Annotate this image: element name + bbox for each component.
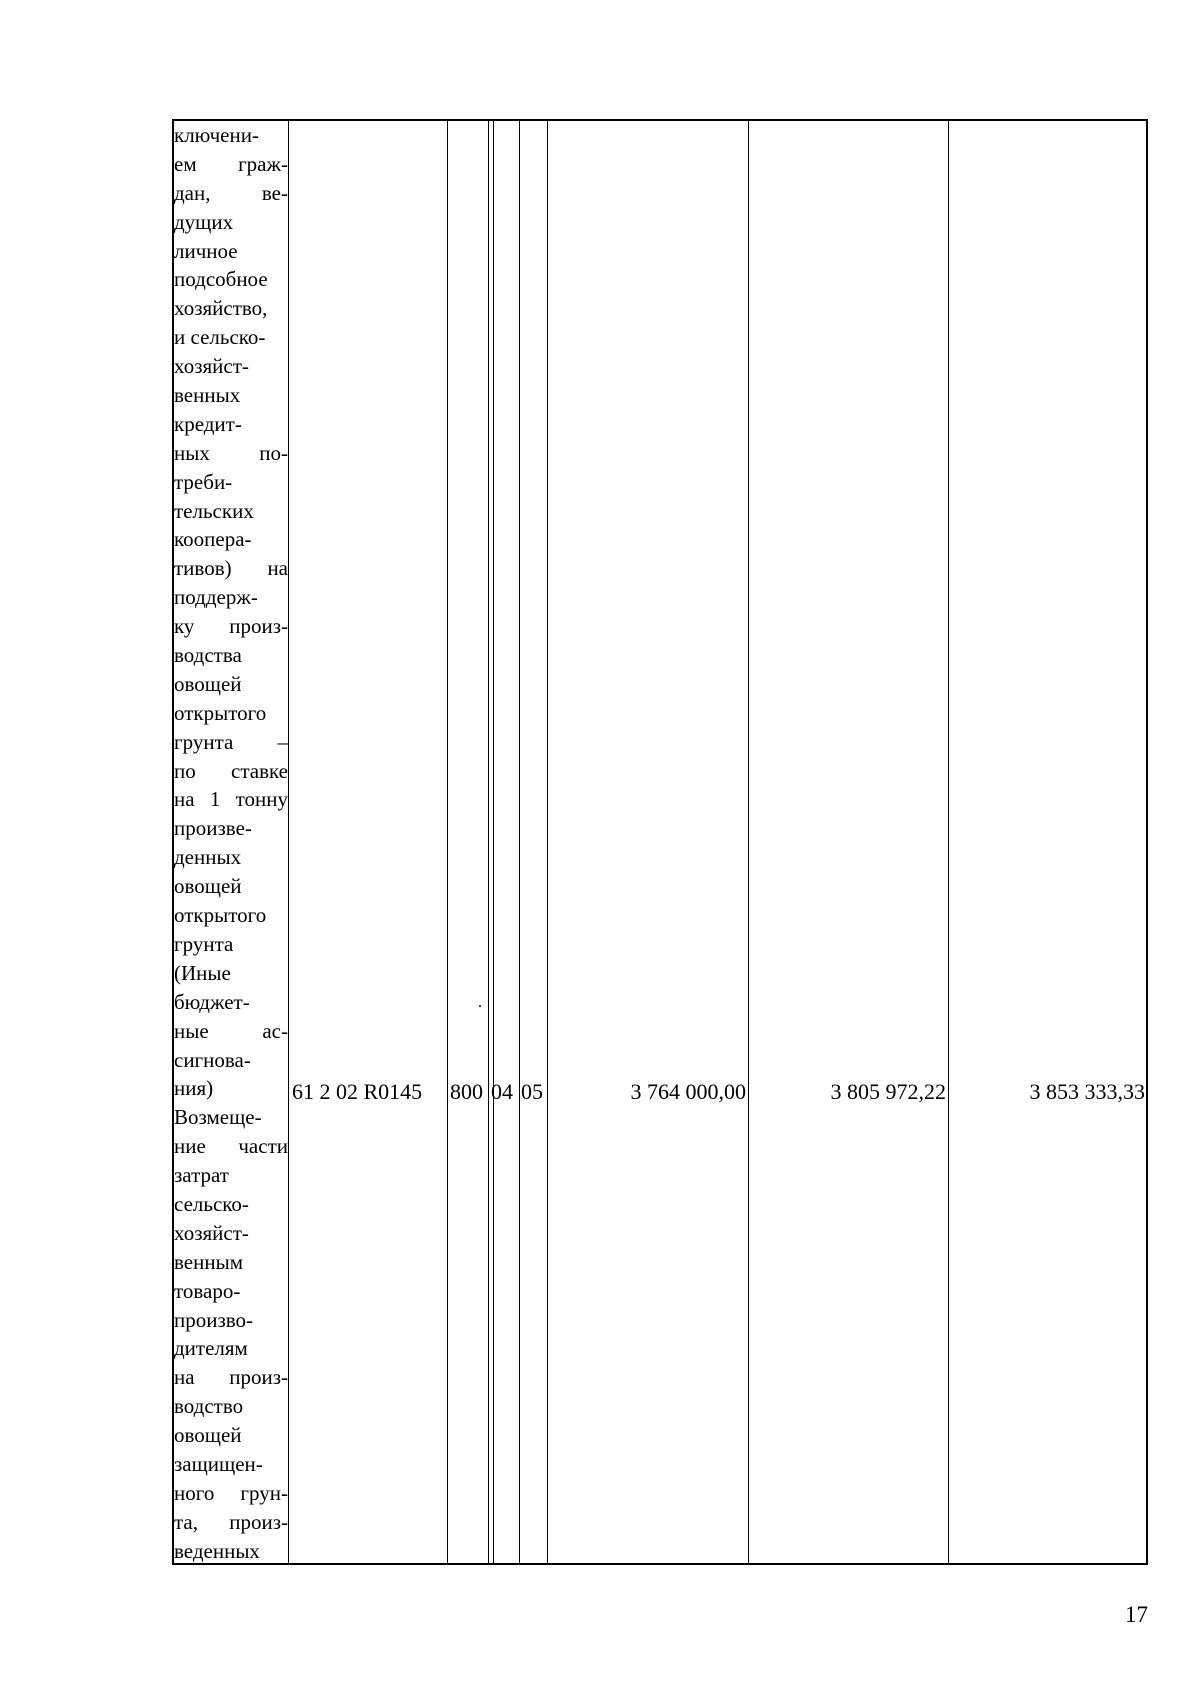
column-divider	[488, 121, 489, 1563]
budget-table	[172, 119, 1148, 1565]
description-line: ние части	[174, 1134, 288, 1159]
column-divider	[547, 121, 548, 1563]
subsection-cell: 05	[521, 1079, 543, 1104]
description-line: на 1 тонну	[174, 787, 288, 812]
description-line: овощей	[174, 671, 242, 696]
target-code-cell: 61 2 02 R0145	[292, 1079, 423, 1104]
description-line: и сельско-	[174, 325, 266, 350]
column-divider	[519, 121, 520, 1563]
description-line: ных по-	[174, 440, 288, 465]
description-line: ку произ-	[174, 614, 288, 639]
expense-type-cell: 800	[450, 1079, 483, 1104]
description-line: дан, ве-	[174, 180, 288, 205]
description-line: личное	[174, 238, 238, 263]
description-line: хозяйст-	[174, 1220, 249, 1245]
description-line: ного грун-	[174, 1480, 288, 1505]
description-line: открытого	[174, 903, 267, 928]
description-line: ключени-	[174, 123, 259, 147]
description-line: поддерж-	[174, 585, 258, 610]
column-divider	[948, 121, 949, 1563]
description-line: грунта	[174, 931, 234, 956]
description-line: ем граж-	[174, 151, 288, 176]
description-line: тельских	[174, 498, 254, 523]
column-divider	[493, 121, 494, 1563]
description-line: (Иные	[174, 960, 231, 985]
description-line: подсобное	[174, 267, 268, 292]
description-line: затрат	[174, 1163, 229, 1188]
expense-description	[174, 121, 288, 1566]
description-line: по ставке	[174, 758, 288, 783]
description-line: та, произ-	[174, 1509, 288, 1534]
description-line: защищен-	[174, 1451, 263, 1476]
description-line: венных	[174, 383, 241, 408]
section-cell: 04	[491, 1079, 513, 1104]
description-line: венным	[174, 1249, 243, 1274]
description-line: открытого	[174, 700, 267, 725]
amount-2-cell: 3 805 972,22	[830, 1079, 946, 1104]
column-divider	[748, 121, 749, 1563]
description-line: треби-	[174, 469, 233, 494]
description-line: товаро-	[174, 1278, 241, 1303]
description-line: дителям	[174, 1336, 248, 1361]
description-line: бюджет-	[174, 989, 250, 1014]
description-line: произво-	[174, 1307, 254, 1332]
description-line: Возмеще-	[174, 1105, 262, 1130]
scan-speck	[479, 1005, 481, 1007]
description-line: овощей	[174, 1423, 242, 1448]
description-line: денных	[174, 845, 242, 870]
description-line: ния)	[174, 1076, 214, 1101]
description-line: дущих	[174, 209, 234, 234]
description-line: хозяйство,	[174, 296, 268, 321]
column-divider	[288, 121, 289, 1563]
description-line: овощей	[174, 874, 242, 899]
description-line: на произ-	[174, 1365, 288, 1390]
description-line: грунта –	[174, 729, 288, 754]
column-divider	[447, 121, 448, 1563]
description-line: кредит-	[174, 411, 242, 436]
description-line: водства	[174, 643, 242, 668]
description-line: произве-	[174, 816, 252, 841]
page-number: 17	[1125, 1602, 1148, 1627]
description-line: хозяйст-	[174, 354, 249, 379]
amount-3-cell: 3 853 333,33	[1029, 1079, 1145, 1104]
description-line: веденных	[174, 1538, 260, 1563]
description-line: сигнова-	[174, 1047, 251, 1072]
description-line: коопера-	[174, 527, 252, 552]
description-line: сельско-	[174, 1191, 249, 1216]
amount-1-cell: 3 764 000,00	[630, 1079, 746, 1104]
description-line: ные ас-	[174, 1018, 288, 1043]
description-line: тивов) на	[174, 556, 288, 581]
description-line: водство	[174, 1394, 244, 1419]
